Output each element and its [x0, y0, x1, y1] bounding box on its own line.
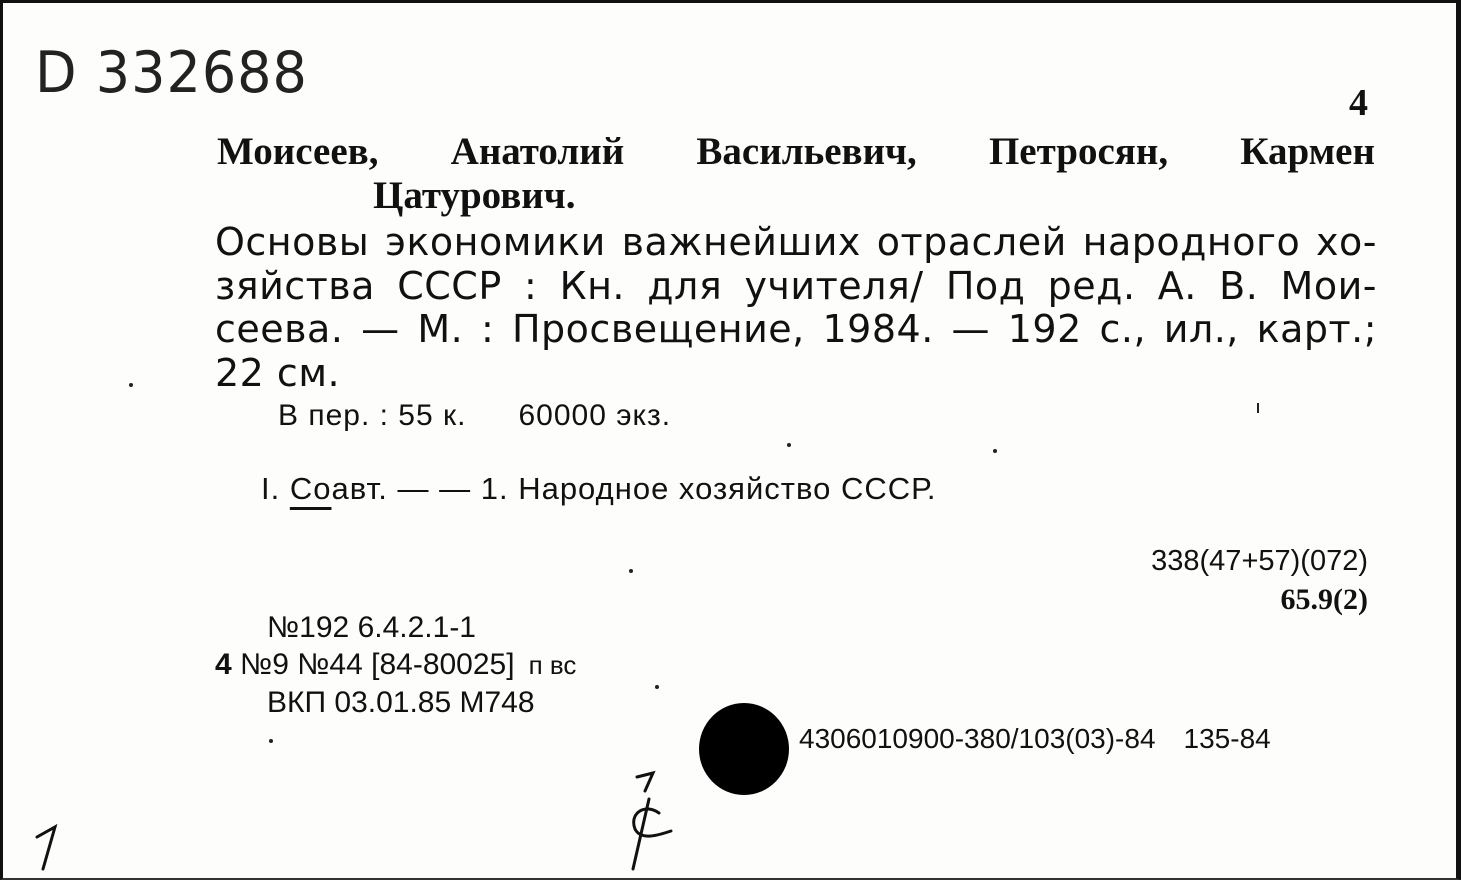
card-number: 4 [1349, 82, 1368, 124]
tracing-rest: авт. — — 1. Народное хозяйство СССР. [331, 471, 937, 506]
service-line-2 [215, 646, 577, 684]
service-block [215, 609, 577, 721]
bibliographic-description [215, 221, 1377, 395]
speck [129, 383, 133, 387]
print-run: 60000 экз. [518, 399, 672, 432]
tracing-prefix: I. [261, 471, 290, 506]
description-line: Основы экономики важнейших отраслей народного хо- [215, 220, 1377, 264]
service-line-2-text: №9 №44 [84-80025] [240, 648, 515, 681]
author-word: Васильевич, [696, 130, 917, 173]
accession-number: D 332688 [35, 39, 308, 106]
description-line: зяйства СССР : Кн. для учителя/ Под ред. А. В. Мои- [215, 263, 1377, 308]
order-number: 135-84 [1183, 723, 1271, 754]
authors-line-1 [217, 129, 1375, 174]
service-line-1: №192 6.4.2.1-1 [267, 611, 476, 644]
speck [629, 569, 633, 573]
handwritten-one [29, 823, 69, 873]
speck [269, 739, 273, 743]
tracing-coauthor: Со [289, 471, 332, 506]
service-line-3: ВКП 03.01.85 М748 [267, 686, 535, 719]
author-word: Кармен [1240, 130, 1375, 173]
ink-blot [699, 703, 789, 795]
authors-line-2: Цатурович. [373, 174, 576, 217]
service-line-2-number: 4 [215, 648, 232, 681]
speck [993, 449, 997, 453]
bbk-index: 65.9(2) [1280, 583, 1368, 616]
author-word: Петросян, [988, 130, 1169, 173]
publisher-code: 4306010900-380/103(03)-84 [799, 723, 1156, 754]
speck [655, 685, 659, 689]
description-line: сеева. — М. : Просвещение, 1984. — 192 с., ил., карт.; [215, 307, 1377, 351]
speck [787, 443, 791, 447]
price-line [278, 399, 671, 433]
author-word: Моисеев, [217, 130, 379, 173]
udc-index: 338(47+57)(072) [1151, 545, 1368, 577]
speck [1257, 403, 1259, 413]
handwritten-mark [615, 769, 685, 873]
service-line-2-suffix: п вс [528, 650, 577, 680]
description-line: 22 см. [215, 350, 341, 395]
author-word: Анатолий [450, 130, 625, 173]
binding-price: В пер. : 55 к. [278, 399, 467, 432]
isbn-line [799, 723, 1271, 755]
tracing-line [261, 471, 937, 507]
